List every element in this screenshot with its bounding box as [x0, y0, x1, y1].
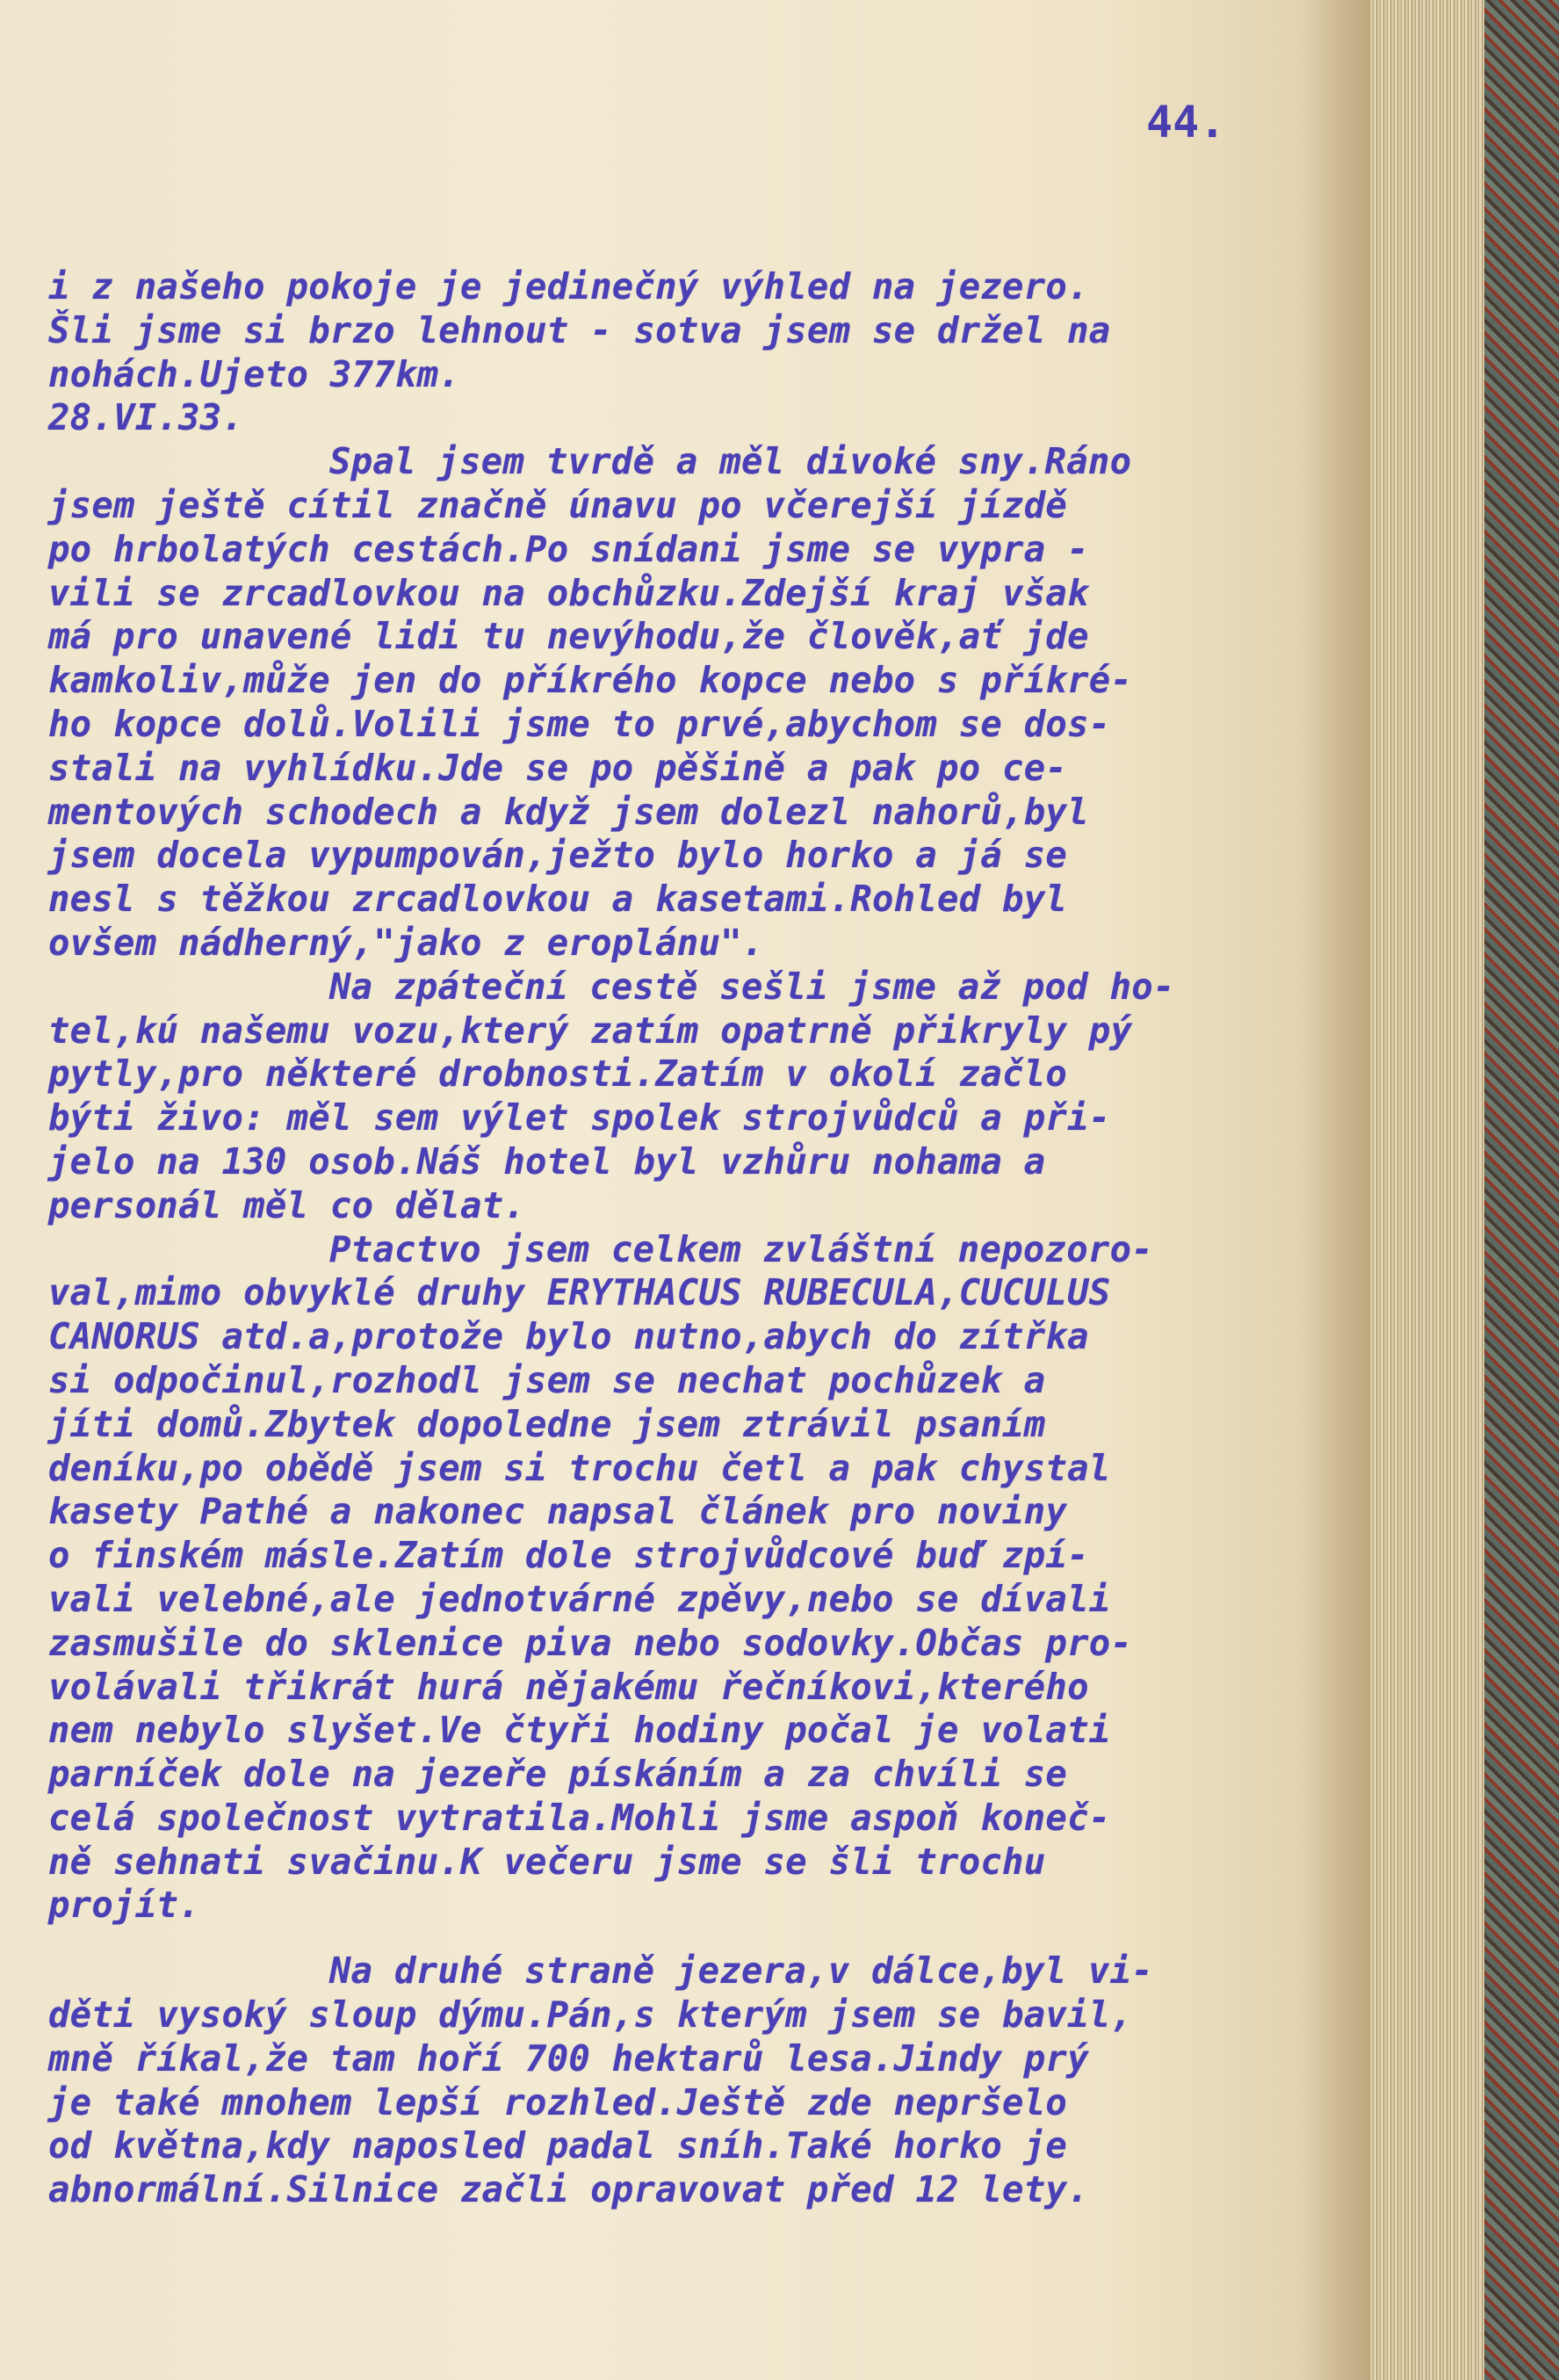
text-line: si odpočinul,rozhodl jsem se nechat pochůzek a — [48, 1358, 1046, 1401]
text-line: ho kopce dolů.Volili jsme to prvé,abychom se dos- — [48, 702, 1111, 745]
text-line: volávali třikrát hurá nějakému řečníkovi,kterého — [48, 1665, 1089, 1708]
text-line: děti vysoký sloup dýmu.Pán,s kterým jsem se bavil, — [48, 1993, 1133, 2036]
text-line: býti živo: měl sem výlet spolek strojvůdců a při- — [48, 1096, 1111, 1139]
text-line — [48, 1928, 1357, 1950]
text-line: CANORUS atd.a,protože bylo nutno,abych do zítřka — [48, 1315, 1089, 1358]
text-line: nem nebylo slyšet.Ve čtyři hodiny počal je volati — [48, 1709, 1111, 1752]
text-line: tel,kú našemu vozu,který zatím opatrně přikryly pý — [48, 1009, 1133, 1052]
text-line: kasety Pathé a nakonec napsal článek pro noviny — [48, 1490, 1068, 1533]
text-line: o finském másle.Zatím dole strojvůdcové buď zpí- — [48, 1534, 1089, 1577]
text-line: jelo na 130 osob.Náš hotel byl vzhůru nohama a — [48, 1139, 1046, 1183]
text-line: Na druhé straně jezera,v dálce,byl vi- — [329, 1950, 1153, 1993]
typewritten-text-block — [48, 265, 1357, 2212]
text-line: mně říkal,že tam hoří 700 hektarů lesa.Jindy prý — [48, 2036, 1089, 2080]
text-line: je také mnohem lepší rozhled.Ještě zde nepršelo — [48, 2080, 1068, 2123]
text-line: nohách.Ujeto 377km. — [48, 352, 460, 395]
text-line: Na zpáteční cestě sešli jsme až pod ho- — [329, 965, 1175, 1008]
text-line: mentových schodech a když jsem dolezl nahorů,byl — [48, 790, 1089, 833]
marbled-cover — [1484, 0, 1559, 2380]
text-line: vili se zrcadlovkou na obchůzku.Zdejší kraj však — [48, 571, 1089, 614]
text-line: kamkoliv,může jen do příkrého kopce nebo s příkré- — [48, 659, 1133, 702]
text-line: personál měl co dělat. — [48, 1183, 526, 1226]
text-line: zasmušile do sklenice piva nebo sodovky.Občas pro- — [48, 1621, 1133, 1664]
text-line: nesl s těžkou zrcadlovkou a kasetami.Rohled byl — [48, 878, 1068, 921]
text-line: projít. — [48, 1884, 200, 1927]
text-line: Spal jsem tvrdě a měl divoké sny.Ráno — [329, 440, 1132, 483]
text-line: pytly,pro některé drobnosti.Zatím v okolí začlo — [48, 1053, 1068, 1096]
text-line: má pro unavené lidi tu nevýhodu,že člověk,ať jde — [48, 615, 1089, 658]
text-line: val,mimo obvyklé druhy ERYTHACUS RUBECULA,CUCULUS — [48, 1271, 1111, 1314]
text-line: i z našeho pokoje je jedinečný výhled na jezero. — [48, 265, 1089, 307]
text-line: stali na vyhlídku.Jde se po pěšině a pak po ce- — [48, 746, 1068, 789]
text-line: jsem docela vypumpován,ježto bylo horko a já se — [48, 834, 1068, 877]
text-line: parníček dole na jezeře pískáním a za chvíli se — [48, 1753, 1068, 1796]
text-line: 28.VI.33. — [48, 396, 244, 439]
page-number: 44. — [1146, 97, 1226, 148]
text-line: jíti domů.Zbytek dopoledne jsem ztrávil psaním — [48, 1402, 1046, 1445]
text-line: Šli jsme si brzo lehnout - sotva jsem se držel na — [48, 308, 1111, 351]
text-line: jsem ještě cítil značně únavu po včerejší jízdě — [48, 483, 1068, 526]
text-line: od května,kdy naposled padal sníh.Také horko je — [48, 2124, 1068, 2167]
text-line: ovšem nádherný,"jako z eroplánu". — [48, 921, 764, 964]
text-line: ně sehnati svačinu.K večeru jsme se šli trochu — [48, 1840, 1046, 1883]
text-line: Ptactvo jsem celkem zvláštní nepozoro- — [329, 1227, 1153, 1270]
text-line: abnormální.Silnice začli opravovat před 12 lety. — [48, 2168, 1089, 2211]
text-line: deníku,po obědě jsem si trochu četl a pak chystal — [48, 1446, 1111, 1489]
text-line: celá společnost vytratila.Mohli jsme aspoň koneč- — [48, 1796, 1111, 1839]
text-line: po hrbolatých cestách.Po snídani jsme se vypra - — [48, 527, 1089, 570]
text-line: vali velebné,ale jednotvárné zpěvy,nebo se dívali — [48, 1577, 1111, 1620]
page-edges — [1370, 0, 1484, 2380]
